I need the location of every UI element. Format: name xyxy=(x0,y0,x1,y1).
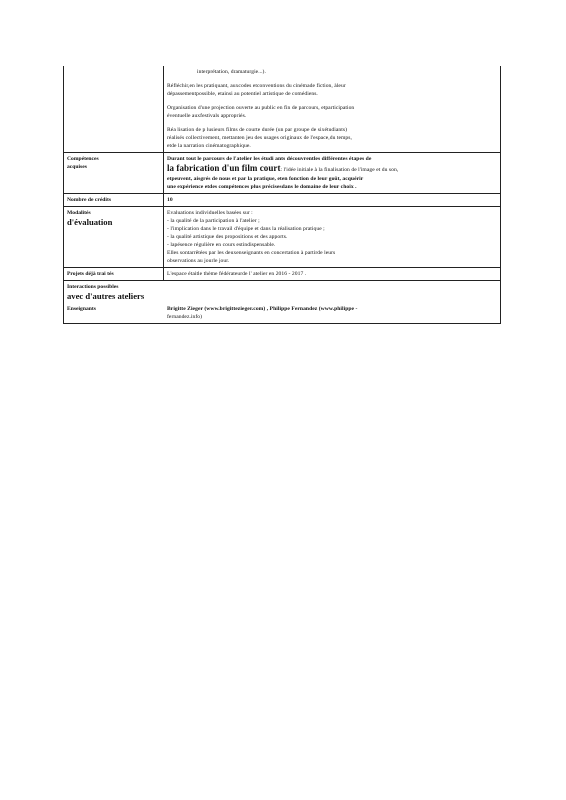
course-table xyxy=(63,66,501,324)
text-line: 10 xyxy=(167,197,173,203)
label-line: Nombre de crédits xyxy=(67,197,112,203)
row-evaluation-content xyxy=(164,207,500,267)
emphasis-text: la fabrication d'un film court xyxy=(167,163,281,173)
list-item: - la qualité artistique des propositions et des apports. xyxy=(167,234,288,240)
row-interactions-label xyxy=(64,281,500,303)
text-line: Evaluations individuelles basées sur : xyxy=(167,210,253,216)
text-line: Brigitte Zieger (www.brigittezieger.com) , Philippe Fernandez (www.philippe - xyxy=(167,306,358,312)
label-line: Modalités xyxy=(67,210,91,216)
row-evaluation-label xyxy=(64,207,164,267)
label-line: avec d'autres ateliers xyxy=(67,291,145,301)
row-credits-label xyxy=(64,194,164,206)
list-item: - l'implication dans le travail d'équipe et dans la réalisation pratique ; xyxy=(167,226,325,232)
label-line: d'évaluation xyxy=(67,217,113,227)
text-line: L'espace étaitle thème fédérateurde l' atelier en 2016 - 2017 . xyxy=(167,271,307,277)
row-enseignants-content xyxy=(164,303,500,323)
text-span: : l'idée initiale à la finalisation de l'image et du son, xyxy=(280,167,399,173)
text-line: interprétation, dramaturgie...). xyxy=(197,69,266,75)
label-line: Projets déjà trai tés xyxy=(67,271,114,277)
text-line: éventuelle auxfestivals appropriés. xyxy=(167,113,247,119)
text-line: réalisés collectivement, mettanten jeu des usages originaux de l'espace,du temps, xyxy=(167,135,352,141)
row-continuation-label xyxy=(64,66,164,152)
text-line: dépassementpossible, etainsi au potentiel artistique de comédiens. xyxy=(167,91,318,97)
row-competences-content xyxy=(164,153,500,193)
row-interactions xyxy=(64,281,500,303)
row-competences xyxy=(64,153,500,194)
text-line: une expérience etdes compétences plus précisesdans le domaine de leur choix . xyxy=(167,184,357,190)
text-line: etde la narration cinématographique. xyxy=(167,143,251,149)
label-line: acquises xyxy=(67,164,87,170)
row-projets-content xyxy=(164,268,500,280)
label-line: Interactions possibles xyxy=(67,284,119,290)
row-competences-label xyxy=(64,153,164,193)
text-line: Réfléchir,en les pratiquant, auxcodes etconventions du cinémade fiction, àleur xyxy=(167,83,346,89)
row-projets xyxy=(64,268,500,281)
list-item: - la qualité de la participation à l'atelier ; xyxy=(167,218,260,224)
row-projets-label xyxy=(64,268,164,280)
row-credits xyxy=(64,194,500,207)
label-line: Enseignants xyxy=(67,306,96,312)
list-item: - lapésence régulière en cours estindispensable. xyxy=(167,242,276,248)
row-continuation xyxy=(64,66,500,153)
label-line: Compétences xyxy=(67,156,99,162)
text-line: fernandez.info) xyxy=(167,314,203,320)
row-enseignants-label xyxy=(64,303,164,323)
row-continuation-content xyxy=(164,66,500,152)
row-enseignants xyxy=(64,303,500,324)
text-line: observations au jourle jour. xyxy=(167,258,230,264)
row-evaluation xyxy=(64,207,500,268)
text-line: Elles sontarrêtées par les deuxenseignants en concertation à partirde leurs xyxy=(167,250,336,256)
text-line: etpeuvent, aisgrés de nous et par la pratique, eten fonction de leur goût, acquérir xyxy=(167,176,364,182)
text-line xyxy=(167,163,497,175)
text-line: Réa lisation de p lusieurs films de courte durée (un par groupe de sixétudiants) xyxy=(167,127,347,133)
row-credits-content xyxy=(164,194,500,206)
text-line: Organisation d'une projection ouverte au public en fin de parcours, etparticipation xyxy=(167,105,355,111)
text-line: Durant tout le parcours de l'atelier les étudi ants découvrentles différentes étapes de xyxy=(167,156,372,162)
